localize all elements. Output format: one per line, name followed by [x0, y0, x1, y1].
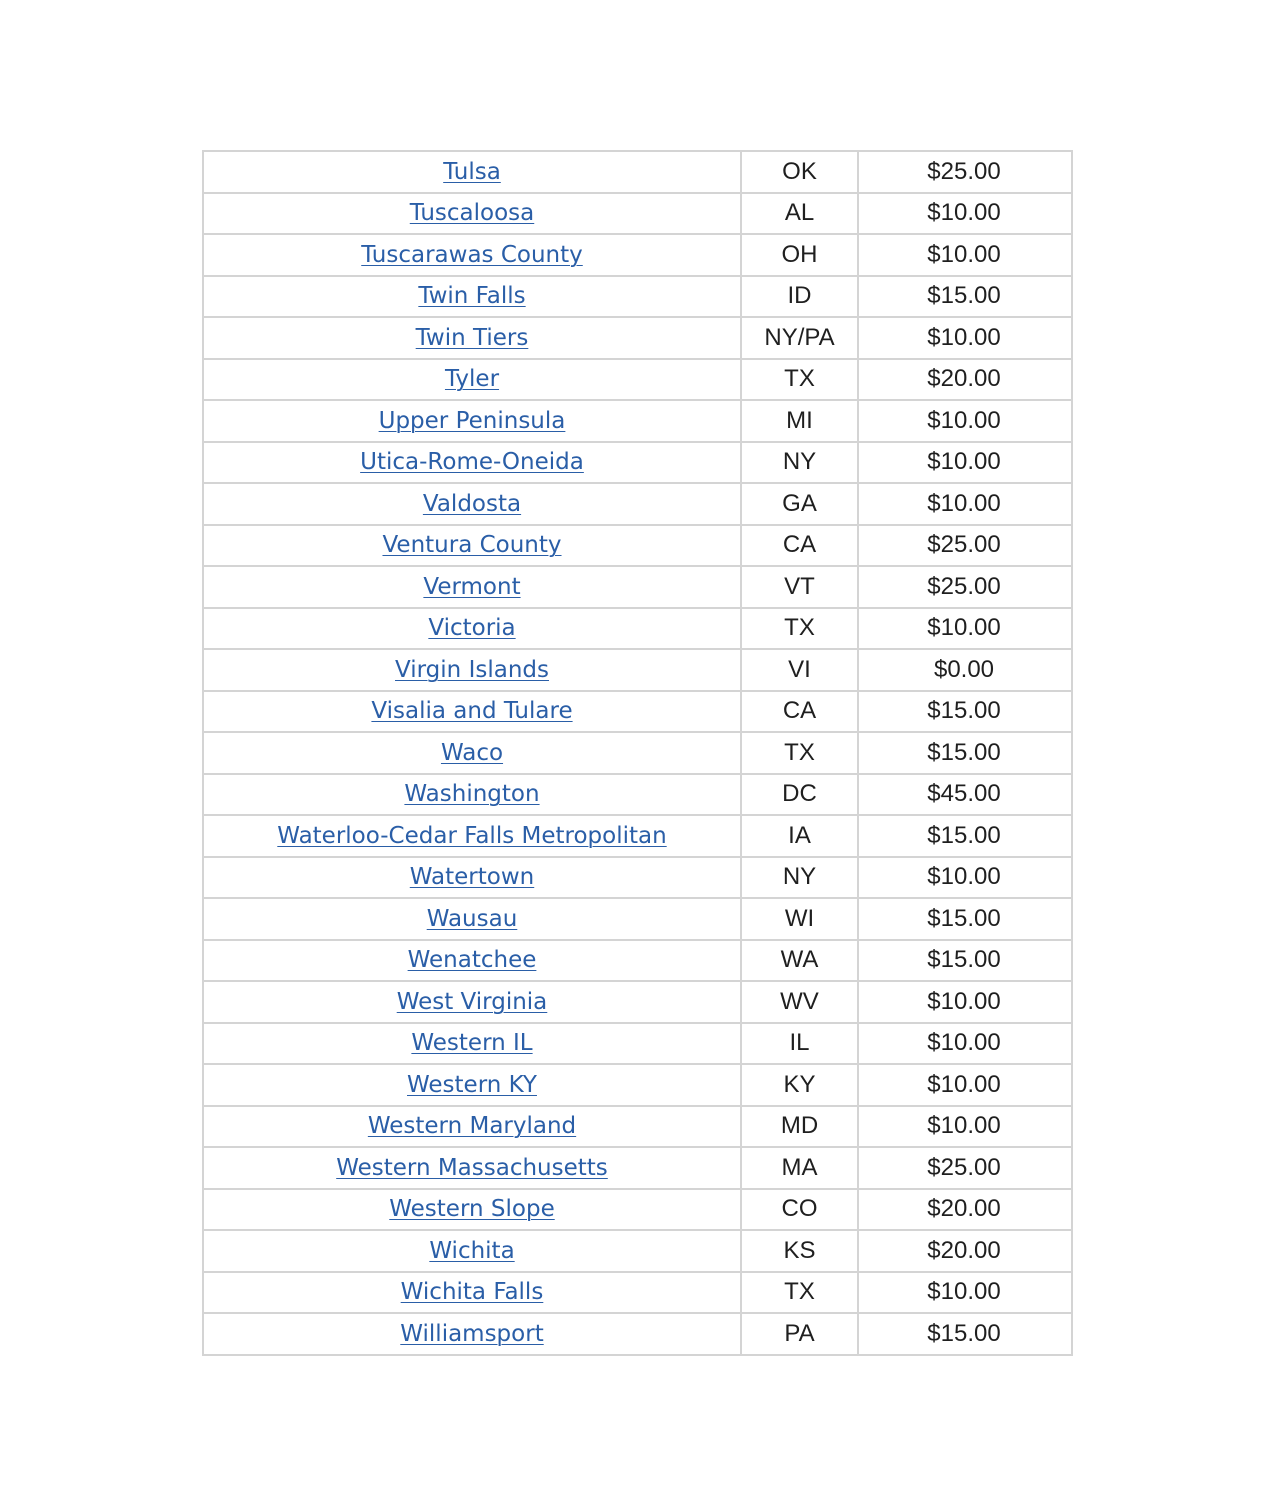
price-value: $15.00: [927, 282, 1001, 310]
price-cell: [858, 1023, 1072, 1065]
city-cell: [203, 442, 741, 484]
state-code: DC: [782, 780, 817, 808]
state-cell: [741, 317, 858, 359]
city-link[interactable]: Tyler: [444, 366, 500, 393]
price-cell: [858, 442, 1072, 484]
table-row: [203, 442, 1072, 484]
table-row: [203, 815, 1072, 857]
state-code: PA: [784, 1319, 815, 1347]
city-cell: [203, 981, 741, 1023]
price-value: $10.00: [927, 199, 1001, 227]
state-cell: [741, 1064, 858, 1106]
state-code: VT: [784, 572, 815, 600]
state-cell: [741, 400, 858, 442]
price-cell: [858, 940, 1072, 982]
price-cell: [858, 1230, 1072, 1272]
state-cell: [741, 359, 858, 401]
price-cell: [858, 1313, 1072, 1355]
city-link[interactable]: Wichita Falls: [400, 1279, 544, 1306]
city-cell: [203, 1189, 741, 1231]
state-code: KY: [783, 1070, 816, 1098]
table-row: [203, 732, 1072, 774]
price-cell: [858, 276, 1072, 318]
price-value: $10.00: [927, 614, 1001, 642]
table-row: [203, 359, 1072, 401]
state-cell: [741, 1230, 858, 1272]
table-row: [203, 774, 1072, 816]
city-link[interactable]: Waco: [440, 739, 504, 766]
state-cell: [741, 1023, 858, 1065]
table-row: [203, 193, 1072, 235]
table-row: [203, 317, 1072, 359]
price-cell: [858, 1189, 1072, 1231]
city-link[interactable]: Williamsport: [400, 1320, 544, 1347]
price-value: $10.00: [927, 323, 1001, 351]
state-cell: [741, 981, 858, 1023]
price-value: $45.00: [927, 780, 1001, 808]
city-link[interactable]: Ventura County: [382, 532, 562, 559]
city-link[interactable]: Twin Tiers: [415, 324, 529, 351]
city-link[interactable]: Washington: [404, 781, 540, 808]
state-code: MD: [780, 1112, 819, 1140]
state-cell: [741, 691, 858, 733]
table-row: [203, 608, 1072, 650]
city-link[interactable]: Wenatchee: [407, 947, 537, 974]
price-value: $15.00: [927, 946, 1001, 974]
city-cell: [203, 774, 741, 816]
price-value: $25.00: [927, 572, 1001, 600]
city-cell: [203, 1230, 741, 1272]
state-code: CA: [782, 697, 817, 725]
state-cell: [741, 151, 858, 193]
price-cell: [858, 1147, 1072, 1189]
city-link[interactable]: Victoria: [428, 615, 516, 642]
state-cell: [741, 566, 858, 608]
city-cell: [203, 566, 741, 608]
price-value: $10.00: [927, 1278, 1001, 1306]
state-code: NY: [782, 863, 817, 891]
price-cell: [858, 483, 1072, 525]
state-cell: [741, 483, 858, 525]
city-cell: [203, 691, 741, 733]
state-cell: [741, 442, 858, 484]
table-row: [203, 1106, 1072, 1148]
price-value: $10.00: [927, 489, 1001, 517]
price-value: $10.00: [927, 448, 1001, 476]
state-code: TX: [784, 738, 815, 766]
price-value: $10.00: [927, 987, 1001, 1015]
city-link[interactable]: Tuscarawas County: [361, 241, 583, 268]
city-link[interactable]: Wichita: [429, 1237, 515, 1264]
table-row: [203, 1230, 1072, 1272]
price-cell: [858, 1106, 1072, 1148]
city-cell: [203, 193, 741, 235]
price-cell: [858, 1064, 1072, 1106]
city-link[interactable]: Western KY: [407, 1071, 537, 1098]
city-link[interactable]: Vermont: [423, 573, 521, 600]
table-row: [203, 566, 1072, 608]
state-cell: [741, 276, 858, 318]
state-code: MA: [781, 1153, 818, 1181]
price-cell: [858, 1272, 1072, 1314]
price-value: $10.00: [927, 240, 1001, 268]
state-cell: [741, 774, 858, 816]
city-cell: [203, 608, 741, 650]
price-value: $15.00: [927, 1319, 1001, 1347]
price-cell: [858, 857, 1072, 899]
city-link[interactable]: Virgin Islands: [395, 656, 549, 683]
city-link[interactable]: Western Slope: [389, 1196, 555, 1223]
state-code: IL: [789, 1029, 810, 1057]
state-cell: [741, 898, 858, 940]
state-code: OK: [782, 157, 817, 185]
city-cell: [203, 1064, 741, 1106]
table-row: [203, 1023, 1072, 1065]
table-row: [203, 691, 1072, 733]
state-code: VI: [788, 655, 811, 683]
city-link[interactable]: Waterloo-Cedar Falls Metropolitan: [277, 822, 667, 849]
city-link[interactable]: West Virginia: [396, 988, 548, 1015]
price-value: $20.00: [927, 1195, 1001, 1223]
state-cell: [741, 815, 858, 857]
price-cell: [858, 359, 1072, 401]
table-row: [203, 525, 1072, 567]
price-value: $25.00: [927, 531, 1001, 559]
city-cell: [203, 1313, 741, 1355]
state-cell: [741, 525, 858, 567]
price-value: $15.00: [927, 738, 1001, 766]
price-value: $20.00: [927, 1236, 1001, 1264]
state-cell: [741, 1147, 858, 1189]
price-cell: [858, 981, 1072, 1023]
city-cell: [203, 359, 741, 401]
city-link[interactable]: Visalia and Tulare: [371, 698, 573, 725]
state-code: ID: [787, 282, 812, 310]
state-code: CA: [782, 531, 817, 559]
city-link[interactable]: Western IL: [411, 1030, 533, 1057]
state-cell: [741, 193, 858, 235]
price-value: $15.00: [927, 821, 1001, 849]
city-link[interactable]: Tuscaloosa: [409, 200, 535, 227]
price-cell: [858, 566, 1072, 608]
price-cell: [858, 234, 1072, 276]
state-code: WI: [784, 904, 815, 932]
state-cell: [741, 1106, 858, 1148]
state-code: OH: [781, 240, 818, 268]
table-row: [203, 1189, 1072, 1231]
table-row: [203, 234, 1072, 276]
state-code: NY/PA: [764, 323, 835, 351]
city-cell: [203, 400, 741, 442]
price-cell: [858, 691, 1072, 733]
state-cell: [741, 1313, 858, 1355]
city-cell: [203, 649, 741, 691]
price-value: $10.00: [927, 1112, 1001, 1140]
table-row: [203, 276, 1072, 318]
city-cell: [203, 732, 741, 774]
city-cell: [203, 1147, 741, 1189]
city-link[interactable]: Utica-Rome-Oneida: [360, 449, 584, 476]
city-cell: [203, 1106, 741, 1148]
price-value: $25.00: [927, 1153, 1001, 1181]
state-cell: [741, 608, 858, 650]
table-row: [203, 1272, 1072, 1314]
price-cell: [858, 898, 1072, 940]
table-row: [203, 898, 1072, 940]
city-link[interactable]: Wausau: [426, 905, 518, 932]
city-link[interactable]: Tulsa: [443, 158, 501, 185]
listing-table-body: [203, 151, 1072, 1355]
price-value: $20.00: [927, 365, 1001, 393]
state-code: KS: [783, 1236, 816, 1264]
price-cell: [858, 193, 1072, 235]
state-cell: [741, 940, 858, 982]
price-value: $10.00: [927, 1029, 1001, 1057]
price-value: $15.00: [927, 904, 1001, 932]
table-row: [203, 483, 1072, 525]
price-value: $10.00: [927, 1070, 1001, 1098]
price-value: $25.00: [927, 157, 1001, 185]
state-code: MI: [786, 406, 813, 434]
state-cell: [741, 649, 858, 691]
city-cell: [203, 151, 741, 193]
price-cell: [858, 400, 1072, 442]
price-cell: [858, 525, 1072, 567]
state-code: TX: [784, 1278, 815, 1306]
price-value: $10.00: [927, 863, 1001, 891]
table-row: [203, 649, 1072, 691]
price-value: $0.00: [933, 655, 995, 683]
state-cell: [741, 857, 858, 899]
state-code: NY: [782, 448, 817, 476]
state-code: TX: [784, 365, 815, 393]
city-cell: [203, 483, 741, 525]
state-code: IA: [788, 821, 811, 849]
city-cell: [203, 276, 741, 318]
table-row: [203, 981, 1072, 1023]
state-cell: [741, 1272, 858, 1314]
table-row: [203, 1313, 1072, 1355]
state-code: WA: [780, 946, 819, 974]
table-row: [203, 151, 1072, 193]
state-code: GA: [782, 489, 817, 517]
city-link[interactable]: Upper Peninsula: [378, 407, 566, 434]
price-cell: [858, 732, 1072, 774]
state-code: AL: [784, 199, 815, 227]
price-value: $15.00: [927, 697, 1001, 725]
price-cell: [858, 317, 1072, 359]
price-cell: [858, 151, 1072, 193]
listing-table: [202, 150, 1073, 1356]
city-cell: [203, 525, 741, 567]
city-link[interactable]: Twin Falls: [418, 283, 526, 310]
city-link[interactable]: Watertown: [409, 864, 535, 891]
city-link[interactable]: Valdosta: [422, 490, 522, 517]
city-cell: [203, 857, 741, 899]
price-value: $10.00: [927, 406, 1001, 434]
city-cell: [203, 815, 741, 857]
state-code: TX: [784, 614, 815, 642]
city-cell: [203, 1023, 741, 1065]
city-cell: [203, 317, 741, 359]
table-row: [203, 940, 1072, 982]
price-cell: [858, 774, 1072, 816]
table-row: [203, 1147, 1072, 1189]
table-row: [203, 1064, 1072, 1106]
city-cell: [203, 1272, 741, 1314]
table-row: [203, 400, 1072, 442]
city-cell: [203, 940, 741, 982]
price-cell: [858, 649, 1072, 691]
state-cell: [741, 1189, 858, 1231]
table-row: [203, 857, 1072, 899]
state-cell: [741, 732, 858, 774]
state-code: WV: [780, 987, 819, 1015]
price-cell: [858, 815, 1072, 857]
city-link[interactable]: Western Massachusetts: [336, 1154, 608, 1181]
price-cell: [858, 608, 1072, 650]
city-cell: [203, 898, 741, 940]
city-cell: [203, 234, 741, 276]
city-link[interactable]: Western Maryland: [367, 1113, 577, 1140]
state-cell: [741, 234, 858, 276]
state-code: CO: [781, 1195, 818, 1223]
